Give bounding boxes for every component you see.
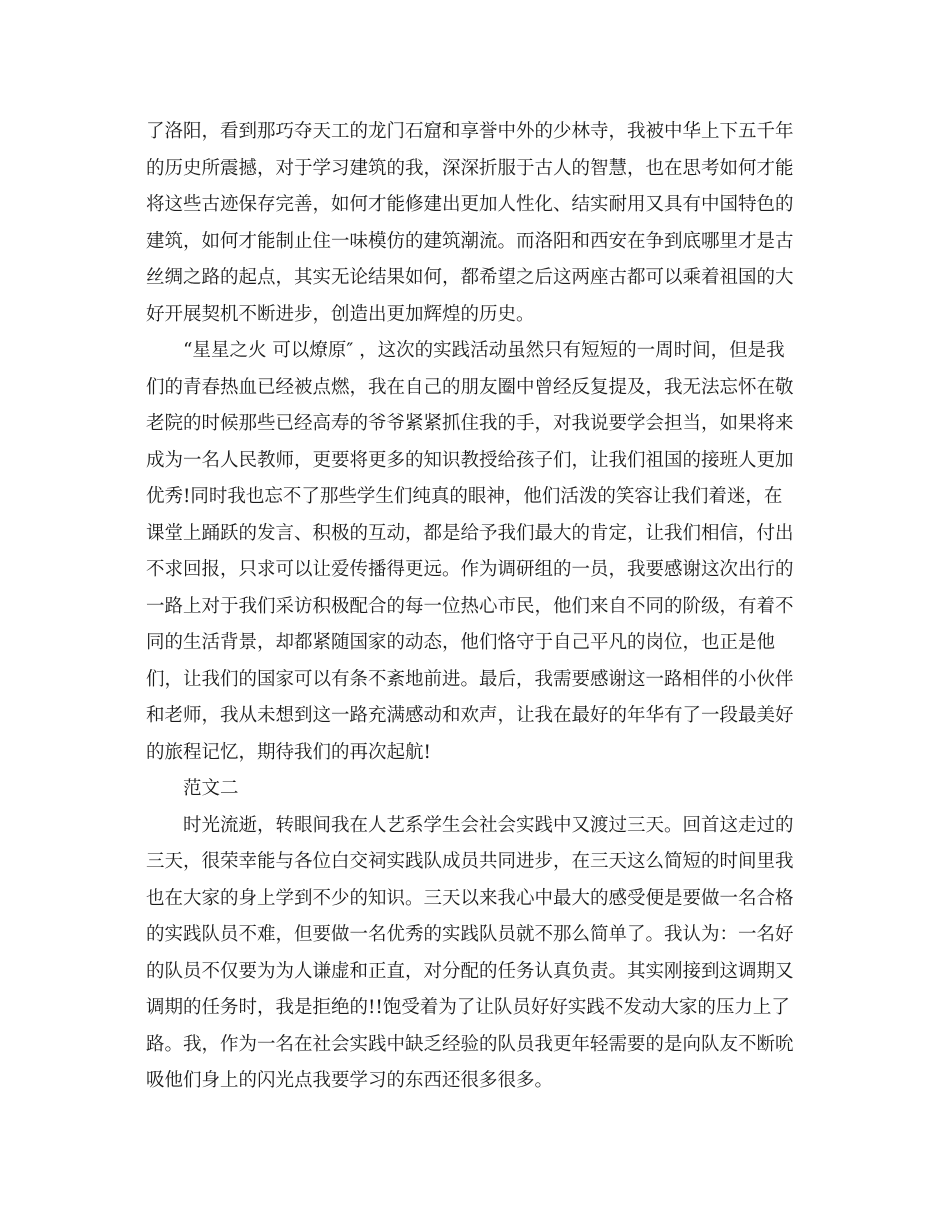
document-body (146, 114, 806, 1100)
text-line: 和老师，我从未想到这一路充满感动和欢声，让我在最好的年华有了一段最美好 (146, 705, 794, 726)
text-line: 调期的任务时，我是拒绝的!!饱受着为了让队员好好实践不发动大家的压力上了 (146, 997, 790, 1018)
text-line: 建筑，如何才能制止住一味模仿的建筑潮流。而洛阳和西安在争到底哪里才是古 (146, 230, 794, 252)
text-line: 老院的时候那些已经高寿的爷爷紧紧抓住我的手，对我说要学会担当，如果将来 (146, 413, 794, 434)
text-line: 们的青春热血已经被点燃，我在自己的朋友圈中曾经反复提及，我无法忘怀在敬 (146, 376, 794, 398)
paragraph-first-line: 范文二 (183, 778, 239, 799)
text-line: 一路上对于我们采访积极配合的每一位热心市民，他们来自不同的阶级，有着不 (146, 595, 794, 617)
text-line: 三天，很荣幸能与各位白交祠实践队成员共同进步，在三天这么简短的时间里我 (146, 851, 794, 872)
paragraph-first-line: “星星之火 可以燎原″ ，这次的实践活动虽然只有短短的一周时间，但是我 (183, 340, 785, 361)
text-line: 成为一名人民教师，更要将更多的知识教授给孩子们，让我们祖国的接班人更加 (146, 449, 794, 471)
text-line: 的实践队员不难，但要做一名优秀的实践队员就不那么简单了。我认为：一名好 (146, 924, 794, 945)
paragraph-first-line: 时光流逝，转眼间我在人艺系学生会社会实践中又渡过三天。回首这走过的 (183, 814, 794, 836)
text-line: 课堂上踊跃的发言、积极的互动，都是给予我们最大的肯定，让我们相信，付出 (146, 522, 794, 544)
text-line: 们，让我们的国家可以有条不紊地前进。最后，我需要感谢这一路相伴的小伙伴 (146, 668, 794, 690)
text-line: 将这些古迹保存完善，如何才能修建出更加人性化、结实耐用又具有中国特色的 (146, 194, 794, 215)
text-line: 吸他们身上的闪光点我要学习的东西还很多很多。 (146, 1070, 554, 1091)
text-line: 不求回报，只求可以让爱传播得更远。作为调研组的一员，我要感谢这次出行的 (146, 559, 794, 580)
text-line: 的队员不仅要为为人谦虚和正直，对分配的任务认真负责。其实刚接到这调期又 (146, 960, 794, 982)
text-line: 的旅程记忆，期待我们的再次起航! (146, 741, 431, 763)
text-line: 同的生活背景，却都紧随国家的动态，他们恪守于自己平凡的岗位，也正是他 (146, 632, 776, 653)
text-line: 好开展契机不断进步，创造出更加辉煌的历史。 (146, 303, 535, 325)
text-line: 优秀!同时我也忘不了那些学生们纯真的眼神，他们活泼的笑容让我们着迷，在 (146, 486, 783, 507)
text-line: 也在大家的身上学到不少的知识。三天以来我心中最大的感受便是要做一名合格 (146, 887, 794, 909)
text-line: 丝绸之路的起点，其实无论结果如何，都希望之后这两座古都可以乘着祖国的大 (146, 267, 794, 288)
text-line: 了洛阳，看到那巧夺天工的龙门石窟和享誉中外的少林寺，我被中华上下五千年 (146, 121, 794, 142)
text-line: 的历史所震撼，对于学习建筑的我，深深折服于古人的智慧，也在思考如何才能 (146, 157, 794, 179)
text-line: 路。我，作为一名在社会实践中缺乏经验的队员我更年轻需要的是向队友不断吮 (146, 1033, 794, 1055)
